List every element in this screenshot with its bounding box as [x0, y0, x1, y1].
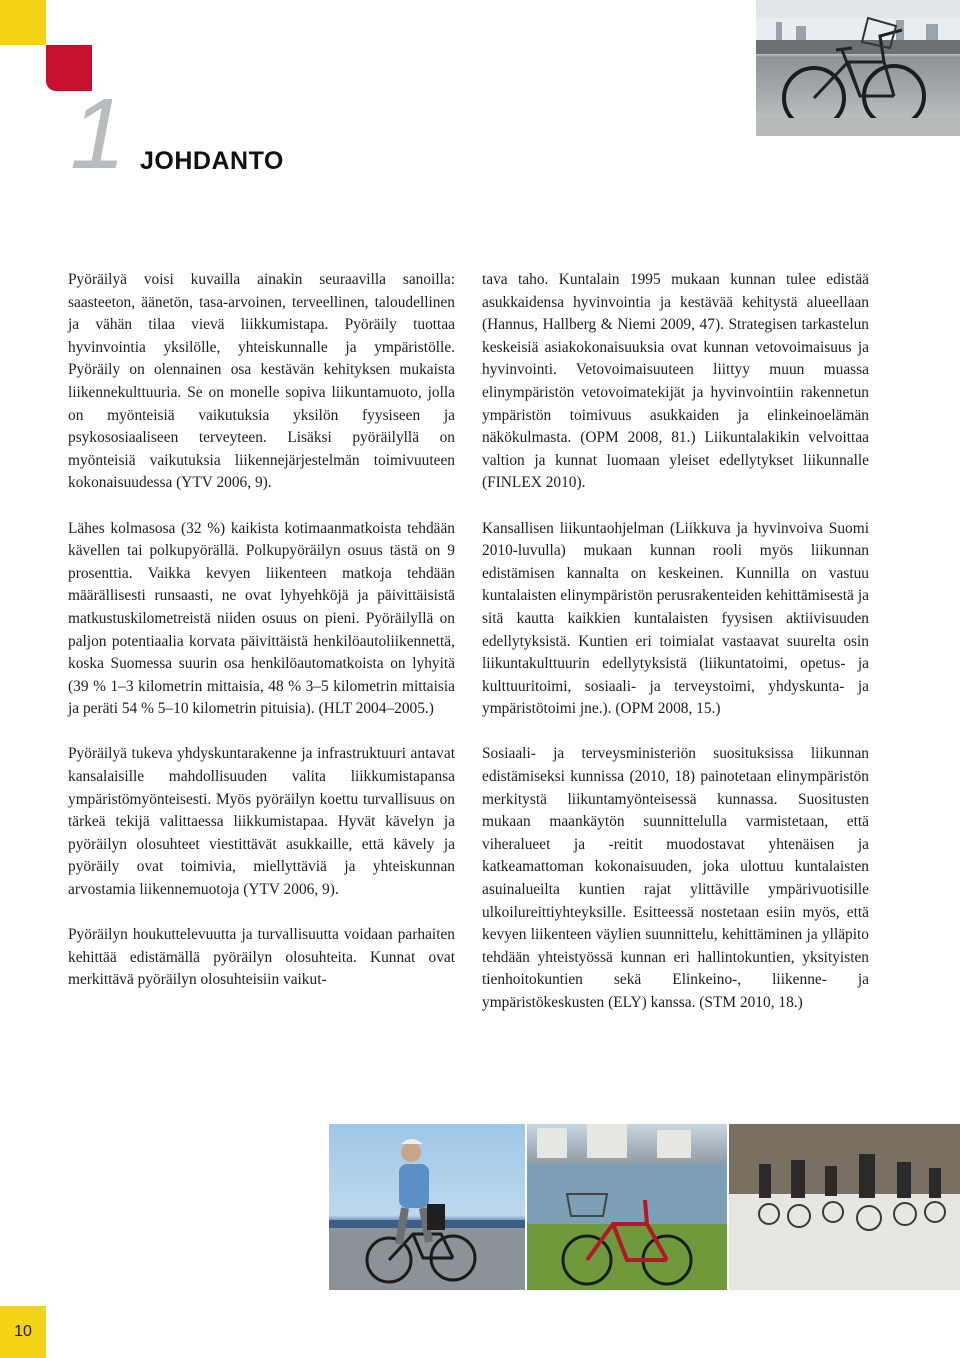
paragraph: Pyöräilyä tukeva yhdyskuntarakenne ja infrastruktuuri antavat kansalaisille mahdollisuuden valita liikkumistapansa ympäristömyönteisesti. Myös pyöräilyn koettu turvallisuus on tärkeä tekijä valittaessa liikkumistapaa. Hyvät kävelyn ja pyöräilyn olosuhteet viestittävät asukkaille, että kävely ja pyöräily ovat toimivia, miellyttäviä ja yhteiskunnan arvostamia liikennemuotoja (YTV 2006, 9). — [68, 745, 455, 899]
bicycle-photo — [756, 0, 960, 136]
cyclist-illustration — [329, 1124, 525, 1290]
chapter-title: JOHDANTO — [140, 147, 284, 175]
winter-cyclists-photo — [729, 1124, 960, 1290]
parked-bicycles-illustration — [527, 1124, 727, 1290]
paragraph: Sosiaali- ja terveysministeriön suosituksissa liikunnan edistämiseksi kunnissa (2010, 18) painotetaan elinympäristön merkitystä liikuntamyönteisessä kunnassa. Suositusten mukaan maankäytön suunnittelulla varmistetaan, että viheralueet ja -reitit muodostavat yhtenäisen ja katkeamattoman kokonaisuuden, joka ulottuu kuntalaisten asuinalueilta kuntien rajat ylittäville ympärivuotisille ulkoilureittiyhteyksille. Esitteessä nostetaan esiin myös, että kevyen liikenteen väylien suunnittelu, kehittäminen ja ylläpito tehdään yhteistyössä kunnan eri hallintokuntien, yksityisten tienhoitokuntien sekä Elinkeino-, liikenne- ja ympäristökeskusten (ELY) kanssa. (STM 2010, 18.) — [482, 745, 869, 1011]
right-text-column — [482, 269, 869, 1037]
paragraph: Pyöräilyä voisi kuvailla ainakin seuraavilla sanoilla: saasteeton, äänetön, tasa-arvoinen, terveellinen, taloudellinen ja vähän tilaa vievä liikkumistapa. Pyöräily tuottaa hyvinvointia yksilölle, yhteiskunnalle ja ympäristölle. Pyöräily on olennainen osa kestävän kehityksen mukaista liikennekulttuuria. Se on monelle sopiva liikuntamuoto, jolla on myönteisiä vaikutuksia yksilön fyysiseen ja psykososiaaliseen terveyteen. Lisäksi pyöräilyllä on myönteisiä vaikutuksia liikennejärjestelmän toimivuuteen kokonaisuudessa (YTV 2006, 9). — [68, 271, 455, 492]
chapter-number: 1 — [70, 78, 126, 190]
corner-accent — [0, 0, 46, 45]
winter-cyclists-illustration — [729, 1124, 960, 1290]
paragraph: Pyöräilyn houkuttelevuutta ja turvallisuutta voidaan parhaiten kehittää edistämällä pyöräilyn olosuhteita. Kunnat ovat merkittävä pyöräilyn olosuhteisiin vaikut- — [68, 926, 455, 989]
cyclist-photo — [329, 1124, 525, 1290]
parked-bicycles-photo — [527, 1124, 727, 1290]
page-number: 10 — [14, 1323, 32, 1340]
left-text-column — [68, 269, 455, 1015]
bicycle-illustration — [756, 0, 960, 136]
paragraph: tava taho. Kuntalain 1995 mukaan kunnan tulee edistää asukkaidensa hyvinvointia ja kestävää kehitystä alueellaan (Hannus, Hallberg & Niemi 2009, 47). Strategisen tarkastelun keskeisiä asiakokonaisuuksia ovat kunnan vetovoimaisuus ja hyvinvointi. Vetovoimaisuuteen liittyy muun muassa elinympäristön vetovoimatekijät ja hyvinvointiin rakennetun ympäristön toimivuus asukkaiden ja elinkeinoelämän näkökulmasta. (OPM 2008, 81.) Liikuntalakikin velvoittaa valtion ja kunnat luomaan yleiset edellytykset liikunnalle (FINLEX 2010). — [482, 271, 869, 492]
paragraph: Lähes kolmasosa (32 %) kaikista kotimaanmatkoista tehdään kävellen tai polkupyörällä. Polkupyöräilyn osuus tästä on 9 prosenttia. Vaikka kevyen liikenteen matkoja tehdään määrällisesti runsaasti, ne ovat lyhyehköjä ja päivittäisistä matkustuskilometreistä niiden osuus on pieni. Pyöräilyllä on paljon potentiaalia korvata päivittäistä henkilöautoliikennettä, koska Suomessa suurin osa henkilöautomatkoista on lyhyitä (39 % 1–3 kilometrin mittaisia, 48 % 3–5 kilometrin mittaisia ja peräti 54 % 5–10 kilometrin pituisia). (HLT 2004–2005.) — [68, 519, 455, 718]
paragraph: Kansallisen liikuntaohjelman (Liikkuva ja hyvinvoiva Suomi 2010-luvulla) mukaan kunnan rooli myös liikunnan edistämisen kannalta on keskeinen. Kunnilla on vastuu kuntalaisten elinympäristön perusrakenteiden kehittämisestä ja sitä kautta kaikkien kuntalaisten fyysisen aktiivisuuden edellytyksistä. Kuntien eri toimialat vastaavat suurelta osin liikuntakulttuurin edellytyksistä (liikuntatoimi, opetus- ja kulttuuritoimi, sosiaali- ja terveystoimi, yhdyskunta- ja ympäristötoimi jne.). (OPM 2008, 15.) — [482, 519, 869, 718]
